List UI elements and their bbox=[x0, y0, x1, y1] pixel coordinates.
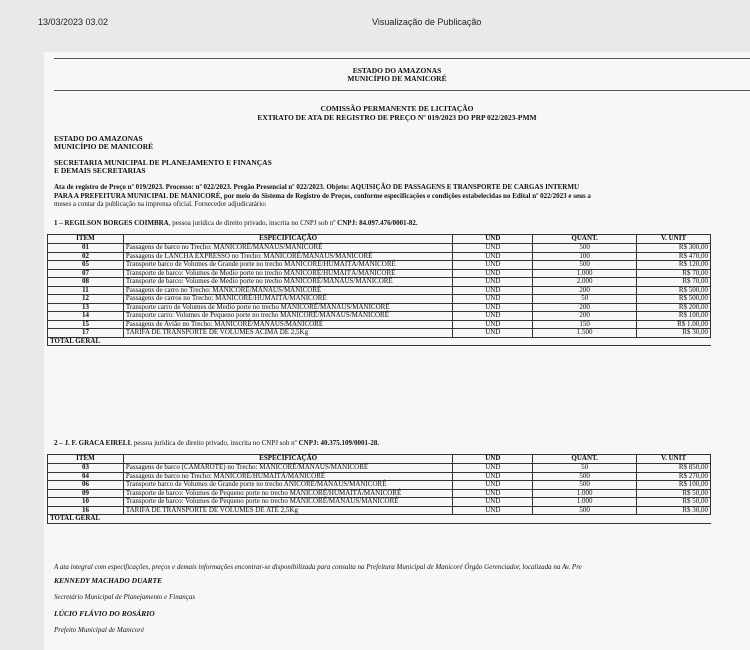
item-cell: 17 bbox=[48, 329, 124, 338]
vunit-cell: R$ 470,00 bbox=[637, 252, 711, 261]
und-cell: UND bbox=[453, 269, 533, 278]
print-title: Visualização de Publicação bbox=[372, 17, 482, 27]
und-cell: UND bbox=[453, 489, 533, 498]
col-quant: QUANT. bbox=[533, 235, 637, 244]
items-table-1 bbox=[47, 234, 711, 346]
supplier-2-name: 2 – J. F. GRACA EIRELI bbox=[54, 439, 131, 447]
vunit-cell: R$ 500,00 bbox=[637, 295, 711, 304]
quant-cell: 500 bbox=[533, 506, 637, 515]
header-municipality: MUNICÍPIO DE MANICORÉ bbox=[347, 74, 447, 83]
spec-cell: Passagens de carro no Trecho: MANICORÉ/MANAUS/MANICORÉ bbox=[123, 286, 453, 295]
und-cell: UND bbox=[453, 278, 533, 287]
supplier-2-line bbox=[54, 439, 750, 448]
item-cell: 07 bbox=[48, 269, 124, 278]
und-cell: UND bbox=[453, 472, 533, 481]
signer-1-name: KENNEDY MACHADO DUARTE bbox=[54, 576, 163, 585]
quant-cell: 500 bbox=[533, 261, 637, 270]
org-state: ESTADO DO AMAZONAS bbox=[54, 134, 143, 143]
item-cell: 10 bbox=[48, 498, 124, 507]
quant-cell: 200 bbox=[533, 312, 637, 321]
items-table-2 bbox=[47, 454, 711, 524]
total-row bbox=[48, 515, 711, 524]
vunit-cell: R$ 270,00 bbox=[637, 472, 711, 481]
vunit-cell: R$ 200,00 bbox=[637, 303, 711, 312]
table-row bbox=[48, 464, 711, 473]
table-row bbox=[48, 312, 711, 321]
quant-cell: 500 bbox=[533, 481, 637, 490]
supplier-2-cnpj: CNPJ: 40.375.109/0001-28. bbox=[298, 439, 380, 447]
spec-cell: Passagens de barco no Trecho: MANICORÉ/HUMAITÁ/MANICORÉ bbox=[123, 472, 453, 481]
item-cell: 11 bbox=[48, 286, 124, 295]
item-cell: 04 bbox=[48, 472, 124, 481]
quant-cell: 150 bbox=[533, 320, 637, 329]
footer-note: A ata integral com especificações, preços e demais informações encontrar-se disponibilizada para consulta na Prefeitura Municipal de Manicoré Órgão Gerenciador, localizada na Av. Pre bbox=[54, 563, 582, 571]
col-vunit: V. UNIT bbox=[637, 455, 711, 464]
item-cell: 05 bbox=[48, 261, 124, 270]
und-cell: UND bbox=[453, 498, 533, 507]
spec-cell: Transporte de barco: Volumes de Medio porte no trecho MANICORÉ/HUMAITÁ/MANICORÉ bbox=[123, 269, 453, 278]
table-row bbox=[48, 329, 711, 338]
col-spec: ESPECIFICAÇÃO bbox=[123, 455, 453, 464]
und-cell: UND bbox=[453, 303, 533, 312]
spec-cell: Transporte barco de Volumes de Grande porte no trecho ANICORÉ/MANAUS/MANICORÉ bbox=[123, 481, 453, 490]
und-cell: UND bbox=[453, 312, 533, 321]
vunit-cell: R$ 850,00 bbox=[637, 464, 711, 473]
col-vunit: V. UNIT bbox=[637, 235, 711, 244]
table-row bbox=[48, 261, 711, 270]
top-rule bbox=[54, 58, 750, 59]
quant-cell: 200 bbox=[533, 303, 637, 312]
spec-cell: Transporte carro: Volumes de Pequeno porte no trecho MANICORÉ/MANAUS/MANICORÉ bbox=[123, 312, 453, 321]
extract-title: EXTRATO DE ATA DE REGISTRO DE PREÇO Nº 019/2023 DO PRP 022/2023-PMM bbox=[257, 113, 537, 122]
und-cell: UND bbox=[453, 261, 533, 270]
table-row bbox=[48, 481, 711, 490]
table-row bbox=[48, 498, 711, 507]
spec-cell: Passagens de Avião no Trecho: MANICORÉ/MANAUS/MANICORÉ bbox=[123, 320, 453, 329]
publication-page bbox=[44, 52, 750, 650]
vunit-cell: R$ 120,00 bbox=[637, 261, 711, 270]
header-rule bbox=[54, 90, 750, 91]
quant-cell: 50 bbox=[533, 464, 637, 473]
item-cell: 15 bbox=[48, 320, 124, 329]
col-und: UND bbox=[453, 235, 533, 244]
spec-cell: Passagens de barco (CAMAROTE) no Trecho: MANICORÉ/MANAUS/MANICORÉ bbox=[123, 464, 453, 473]
header-state: ESTADO DO AMAZONAS bbox=[352, 66, 442, 75]
intro-line-3: meses a contar da publicação na imprensa oficial. Fornecedor adjudicatário: bbox=[54, 200, 267, 208]
col-quant: QUANT. bbox=[533, 455, 637, 464]
supplier-1-desc: , pessoa jurídica de direito privado, inscrita no CNPJ sob nº bbox=[168, 219, 338, 227]
quant-cell: 50 bbox=[533, 295, 637, 304]
und-cell: UND bbox=[453, 295, 533, 304]
vunit-cell: R$ 100,00 bbox=[637, 312, 711, 321]
table-row bbox=[48, 244, 711, 253]
org-secretariat: SECRETARIA MUNICIPAL DE PLANEJAMENTO E FINANÇAS bbox=[54, 158, 272, 167]
org-municipality: MUNICÍPIO DE MANICORÉ bbox=[54, 142, 154, 151]
item-cell: 01 bbox=[48, 244, 124, 253]
quant-cell: 1.000 bbox=[533, 269, 637, 278]
table-row bbox=[48, 278, 711, 287]
vunit-cell: R$ 70,00 bbox=[637, 278, 711, 287]
spec-cell: Transporte carro de Volumes de Medio porte no trecho MANICORÉ/MANAUS/MANICORÉ bbox=[123, 303, 453, 312]
vunit-cell: R$ 70,00 bbox=[637, 269, 711, 278]
browser-print-header bbox=[0, 0, 750, 26]
item-cell: 16 bbox=[48, 506, 124, 515]
supplier-1-line bbox=[54, 219, 750, 228]
supplier-1-cnpj: CNPJ: 84.097.476/0001-82. bbox=[337, 219, 418, 227]
spec-cell: Passagens de barco no Trecho: MANICORÉ/MANAUS/MANICORÉ bbox=[123, 244, 453, 253]
vunit-cell: R$ 30,00 bbox=[637, 329, 711, 338]
quant-cell: 1.500 bbox=[533, 329, 637, 338]
col-spec: ESPECIFICAÇÃO bbox=[123, 235, 453, 244]
col-item: ITEM bbox=[48, 455, 124, 464]
quant-cell: 500 bbox=[533, 472, 637, 481]
vunit-cell: R$ 30,00 bbox=[637, 506, 711, 515]
vunit-cell: R$ 50,00 bbox=[637, 498, 711, 507]
item-cell: 12 bbox=[48, 295, 124, 304]
vunit-cell: R$ 1.00,00 bbox=[637, 320, 711, 329]
und-cell: UND bbox=[453, 320, 533, 329]
commission-title: COMISSÃO PERMANENTE DE LICITAÇÃO bbox=[320, 104, 474, 113]
table-row bbox=[48, 295, 711, 304]
vunit-cell: R$ 100,00 bbox=[637, 481, 711, 490]
quant-cell: 1.000 bbox=[533, 498, 637, 507]
und-cell: UND bbox=[453, 252, 533, 261]
und-cell: UND bbox=[453, 286, 533, 295]
item-cell: 14 bbox=[48, 312, 124, 321]
spec-cell: Transporte de barco: Volumes de Medio porte no trecho MANICORÉ/MANAUS/MANICORÉ bbox=[123, 278, 453, 287]
spec-cell: Passagens de carros no Trecho: MANICORÉ/HUMAITÁ/MANICORÉ bbox=[123, 295, 453, 304]
quant-cell: 500 bbox=[533, 244, 637, 253]
spec-cell: TARIFA DE TRANSPORTE DE VOLUMES DE ATÉ 2,5Kg bbox=[123, 506, 453, 515]
item-cell: 13 bbox=[48, 303, 124, 312]
intro-paragraph bbox=[54, 183, 750, 209]
signer-2-name: LÚCIO FLÁVIO DO ROSÁRIO bbox=[54, 609, 155, 618]
spec-cell: Transporte barco de Volumes de Grande porte no trecho MANICORÉ/HUMAITÁ/MANICORÉ bbox=[123, 261, 453, 270]
item-cell: 02 bbox=[48, 252, 124, 261]
supplier-1-name: 1 – REGILSON BORGES COIMBRA bbox=[54, 219, 169, 227]
quant-cell: 100 bbox=[533, 252, 637, 261]
item-cell: 09 bbox=[48, 489, 124, 498]
total-row bbox=[48, 337, 711, 346]
table-row bbox=[48, 506, 711, 515]
vunit-cell: R$ 500,00 bbox=[637, 286, 711, 295]
org-secretariat-2: E DEMAIS SECRETARIAS bbox=[54, 166, 146, 175]
col-item: ITEM bbox=[48, 235, 124, 244]
col-und: UND bbox=[453, 455, 533, 464]
quant-cell: 1.000 bbox=[533, 489, 637, 498]
total-label: TOTAL GERAL bbox=[48, 337, 711, 346]
spec-cell: Passagens de LANCHA EXPRESSO no Trecho: MANICORÉ/MANAUS/MANICORÉ bbox=[123, 252, 453, 261]
und-cell: UND bbox=[453, 464, 533, 473]
vunit-cell: R$ 300,00 bbox=[637, 244, 711, 253]
item-cell: 08 bbox=[48, 278, 124, 287]
supplier-2-desc: , pessoa jurídica de direito privado, inscrita no CNPJ sob nº bbox=[130, 439, 299, 447]
und-cell: UND bbox=[453, 244, 533, 253]
intro-line-2: PARA A PREFEITURA MUNICIPAL DE MANICORÉ, por meio do Sistema de Registro de Preços, conforme especificações e condições estabelecidas no Edital nº 022/2023 e seus a bbox=[54, 191, 591, 200]
quant-cell: 200 bbox=[533, 286, 637, 295]
signer-1-role: Secretário Municipal de Planejamento e Finanças bbox=[54, 593, 196, 601]
item-cell: 06 bbox=[48, 481, 124, 490]
spec-cell: Transporte de barco: Volumes de Pequeno porte no trecho MANICORÉ/HUMAITÁ/MANICORÉ bbox=[123, 489, 453, 498]
spec-cell: TARIFA DE TRANSPORTE DE VOLUMES ACIMA DE 2,5Kg bbox=[123, 329, 453, 338]
signer-2-role: Prefeito Municipal de Manicoré bbox=[54, 626, 145, 634]
intro-line-1: Ata de registro de Preço nº 019/2023. Processo: nº 022/2023. Pregão Presencial nº 022/2023. Objeto: AQUISIÇÃO DE PASSAGENS E TRANSPORTE DE CARGAS INTERMU bbox=[54, 183, 580, 191]
print-datetime: 13/03/2023 03.02 bbox=[38, 17, 109, 27]
und-cell: UND bbox=[453, 481, 533, 490]
quant-cell: 2.000 bbox=[533, 278, 637, 287]
vunit-cell: R$ 50,00 bbox=[637, 489, 711, 498]
spec-cell: Transporte de barco: Volumes de Pequeno porte no trecho MANICORÉ/MANAUS/MANICORÉ bbox=[123, 498, 453, 507]
item-cell: 03 bbox=[48, 464, 124, 473]
und-cell: UND bbox=[453, 329, 533, 338]
und-cell: UND bbox=[453, 506, 533, 515]
total-label: TOTAL GERAL bbox=[48, 515, 711, 524]
